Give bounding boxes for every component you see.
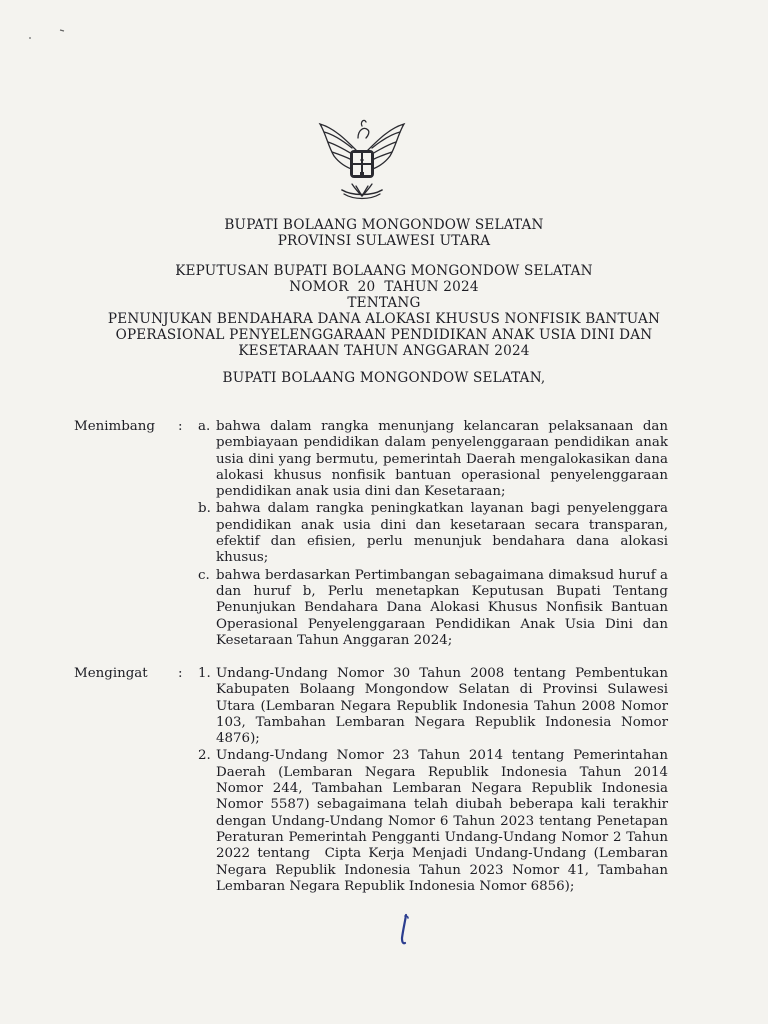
item-text: Undang-Undang Nomor 23 Tahun 2014 tentang Pemerintahan Daerah (Lembaran Negara Republik Indonesia Tahun 2014 Nomor 244, Tambahan Lembaran Negara Republik Indonesia Nomor 5587) sebagaimana telah diubah beberapa kali terakhir dengan Undang-Undang Nomor 6 Tahun 2023 tentang Penetapan Peraturan Pemerintah Pengganti Undang-Undang Nomor 2 Tahun 2022 tentang Cipta Kerja Menjadi Undang-Undang (Lembaran Negara Republik Indonesia Tahun 2023 Nomor 41, Tambahan Lembaran Negara Republik Indonesia Nomor 6856); — [216, 748, 673, 894]
issuer-line-1: BUPATI BOLAANG MONGONDOW SELATAN — [224, 217, 544, 233]
scan-speck-marks — [26, 24, 76, 44]
item-marker: c. — [198, 567, 210, 583]
decree-title: KEPUTUSAN BUPATI BOLAANG MONGONDOW SELATAN — [175, 263, 593, 279]
menimbang-label: Menimbang — [74, 419, 155, 434]
item-text: bahwa dalam rangka peningkatkan layanan bagi penyelenggara pendidikan anak usia dini dan kesetaraan secara transparan, efektif dan efisien, perlu menunjuk bendahara dana alokasi khusus; — [216, 501, 668, 566]
menimbang-list — [198, 419, 668, 650]
menimbang-item-c — [198, 568, 668, 649]
mengingat-label: Mengingat — [74, 666, 148, 681]
menimbang-item-a — [198, 419, 668, 500]
initial-pen-mark-icon — [396, 912, 416, 948]
mengingat-item-2 — [198, 748, 673, 895]
item-marker: b. — [198, 501, 211, 517]
mengingat-item-1 — [198, 666, 668, 747]
item-text: bahwa dalam rangka menunjang kelancaran pelaksanaan dan pembiayaan pendidikan dalam penyelenggaraan pendidikan anak usia dini yang bermutu, pemerintah Daerah mengalokasikan dana alokasi khusus nonfisik bantuan operasional penyelenggaraan pendidikan anak usia dini dan Kesetaraan; — [216, 419, 668, 500]
issuer-line-2: PROVINSI SULAWESI UTARA — [277, 233, 491, 249]
subject-line-3: KESETARAAN TAHUN ANGGARAN 2024 — [238, 343, 530, 359]
decree-number: NOMOR 20 TAHUN 2024 — [289, 279, 479, 295]
item-marker: a. — [198, 419, 211, 434]
item-marker: 1. — [198, 666, 211, 681]
tentang-label: TENTANG — [347, 295, 421, 311]
item-text: Undang-Undang Nomor 30 Tahun 2008 tentang Pembentukan Kabupaten Bolaang Mongondow Selatan di Provinsi Sulawesi Utara (Lembaran Negara Republik Indonesia Tahun 2008 Nomor 103, Tambahan Lembaran Negara Republik Indonesia Nomor 4876); — [216, 666, 668, 747]
subject-line-2: OPERASIONAL PENYELENGGARAAN PENDIDIKAN ANAK USIA DINI DAN — [115, 327, 653, 343]
issuer-block — [0, 217, 768, 249]
authority-line: BUPATI BOLAANG MONGONDOW SELATAN, — [222, 370, 546, 386]
garuda-emblem-icon — [312, 110, 412, 206]
mengingat-colon: : — [178, 666, 183, 681]
mengingat-list — [198, 666, 673, 896]
subject-line-1: PENUNJUKAN BENDAHARA DANA ALOKASI KHUSUS NONFISIK BANTUAN — [107, 311, 661, 327]
menimbang-colon: : — [178, 419, 183, 434]
item-marker: 2. — [198, 748, 211, 764]
item-text: bahwa berdasarkan Pertimbangan sebagaimana dimaksud huruf a dan huruf b, Perlu menetapkan Keputusan Bupati Tentang Penunjukan Bendahara Dana Alokasi Khusus Nonfisik Bantuan Operasional Penyelenggaraan Pendidikan Anak Usia Dini dan Kesetaraan Tahun Anggaran 2024; — [216, 567, 668, 648]
menimbang-item-b — [198, 501, 668, 566]
decree-heading — [0, 263, 768, 359]
